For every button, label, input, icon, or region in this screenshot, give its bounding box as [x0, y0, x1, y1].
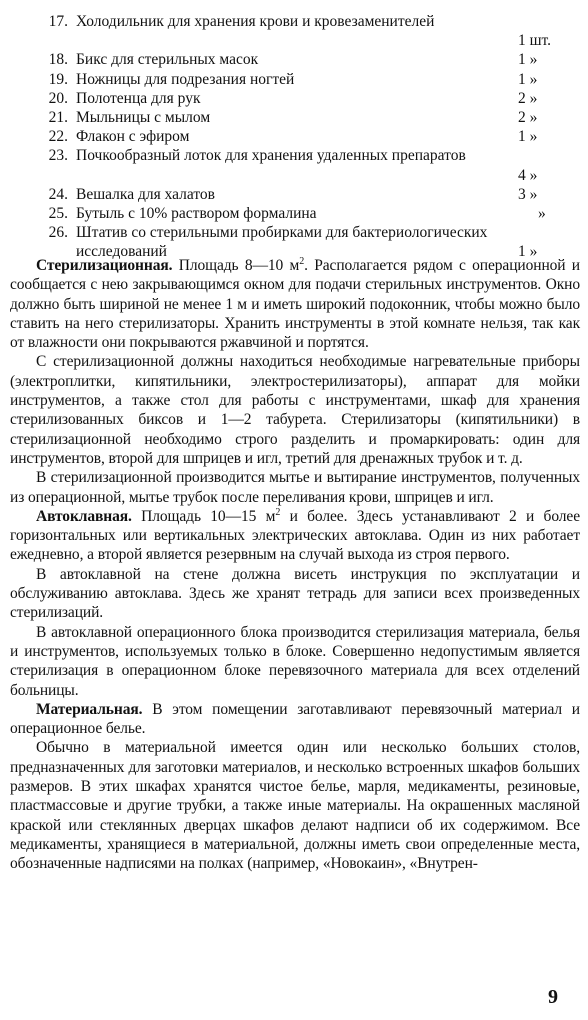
- list-item-text: Ножницы для подрезания ногтей: [76, 70, 295, 88]
- paragraph-sterilization: [10, 256, 580, 352]
- list-item-number: 25.: [48, 204, 68, 222]
- list-item-quantity: 1 »: [518, 243, 538, 261]
- list-item-text: Штатив со стерильными пробирками для бактериологических исследований: [76, 224, 488, 261]
- list-item-quantity: 1 »: [518, 51, 538, 69]
- list-item-text: Полотенца для рук: [76, 89, 201, 107]
- paragraph: Обычно в материальной имеется один или несколько больших столов, предназначенных для заготовки материалов, и несколько встроенных шкафов больших размеров. В этих шкафах хранятся чистое белье, марля, медикаменты, резиновые, пластмассовые и другие трубки, а также иные материалы. На окрашенных масляной краской или стеклянных дверцах шкафов делают надписи об их содержимом. Все медикаменты, хранящиеся в материальной, должны иметь свои определенные места, обозначенные надписями на полках (например, «Новокаин», «Внутрен-: [10, 739, 580, 873]
- list-item-text: Мыльницы с мылом: [76, 108, 211, 126]
- paragraph: В автоклавной операционного блока производится стерилизация материала, белья и инструментов, используемых только в блоке. Совершенно недопустимым является стерилизация в операционном блоке перевязочного материала для всех отделений больницы.: [10, 623, 580, 699]
- list-item-number: 23.: [48, 147, 68, 165]
- equipment-list: [28, 12, 580, 261]
- area-text: Площадь 8—10 м: [172, 257, 300, 274]
- list-item-text: Бикс для стерильных масок: [76, 51, 259, 69]
- paragraph-autoclave: [10, 507, 580, 565]
- list-item-number: 22.: [48, 128, 68, 146]
- list-item-quantity: 4 »: [518, 166, 538, 184]
- list-item: [28, 185, 580, 204]
- paragraph: В автоклавной на стене должна висеть инструкция по эксплуатации и обслуживанию автоклава. Здесь же хранят тетрадь для записи всех произведенных стерилизаций.: [10, 565, 580, 622]
- list-item: [28, 89, 580, 108]
- list-item-quantity: 1 шт.: [518, 32, 552, 50]
- list-item: [28, 50, 580, 69]
- section-heading: Стерилизационная.: [36, 257, 173, 274]
- paragraph-text: и более. Здесь устанавливают 2 и более горизонтальных или вертикальных электрических автоклава. Один из них работает ежедневно, а второй является резервным на случай выхода из строя первого.: [10, 507, 580, 564]
- list-item-number: 19.: [48, 70, 68, 88]
- list-item: [28, 108, 580, 127]
- page-number: 9: [548, 986, 558, 1008]
- paragraph-materials: [10, 700, 580, 739]
- body-text: [10, 256, 580, 874]
- list-item-number: 21.: [48, 108, 68, 126]
- list-item-quantity: 2 »: [518, 89, 538, 107]
- list-item-quantity: »: [538, 204, 546, 222]
- list-item-text: Флакон с эфиром: [76, 128, 190, 146]
- superscript: 2: [275, 506, 281, 518]
- paragraph: В стерилизационной производится мытье и вытирание инструментов, полученных из операционной, мытье трубок после переливания крови, шприцев и игл.: [10, 469, 580, 506]
- superscript: 2: [299, 256, 305, 267]
- list-item-text: Бутыль с 10% раствором формалина: [76, 204, 317, 222]
- paragraph-text: . Располагается рядом с операционной и сообщается с нею закрывающимся окном для подачи стерильных инструментов. Окно должно быть шириной не менее 1 м и иметь широкий подоконник, чтобы можно было ставить на него стерилизаторы. Хранить инструменты в этой комнате нельзя, так как от влажности они покрываются ржавчиной и портятся.: [10, 257, 581, 352]
- list-item-number: 18.: [48, 51, 68, 69]
- paragraph-text: В этом помещении заготавливают перевязочный материал и операционное белье.: [10, 700, 580, 738]
- list-item-quantity: 3 »: [518, 185, 538, 203]
- list-item: [28, 127, 580, 146]
- list-item-text: Вешалка для халатов: [76, 185, 215, 203]
- list-item-number: 17.: [48, 13, 68, 30]
- section-heading: Материальная.: [36, 700, 143, 718]
- list-item-quantity: 1 »: [518, 128, 538, 146]
- list-item-text: Холодильник для хранения крови и кровезаменителей: [76, 13, 435, 30]
- list-item: [28, 70, 580, 89]
- section-heading: Автоклавная.: [36, 507, 132, 525]
- list-item-number: 26.: [48, 224, 68, 242]
- list-item-quantity: 1 »: [518, 70, 538, 88]
- list-item-number: 20.: [48, 89, 68, 107]
- list-item-quantity: 2 »: [518, 108, 538, 126]
- list-item: [28, 146, 580, 184]
- list-item: [28, 204, 580, 223]
- list-item-text: Почкообразный лоток для хранения удаленных препаратов: [76, 147, 466, 165]
- paragraph: С стерилизационной должны находиться необходимые нагревательные приборы (электроплитки, кипятильники, электростерилизаторы), аппарат для мойки инструментов, а также стол для работы с инструментами, шкаф для хранения стерилизованных биксов и 1—2 табурета. Стерилизаторы (кипятильники) в стерилизационной необходимо строго разделить и промаркировать: один для инструментов, второй для шприцев и игл, третий для дренажных трубок и т. д.: [10, 353, 580, 467]
- list-item: [28, 12, 580, 50]
- list-item-number: 24.: [48, 185, 68, 203]
- area-text: Площадь 10—15 м: [131, 507, 276, 525]
